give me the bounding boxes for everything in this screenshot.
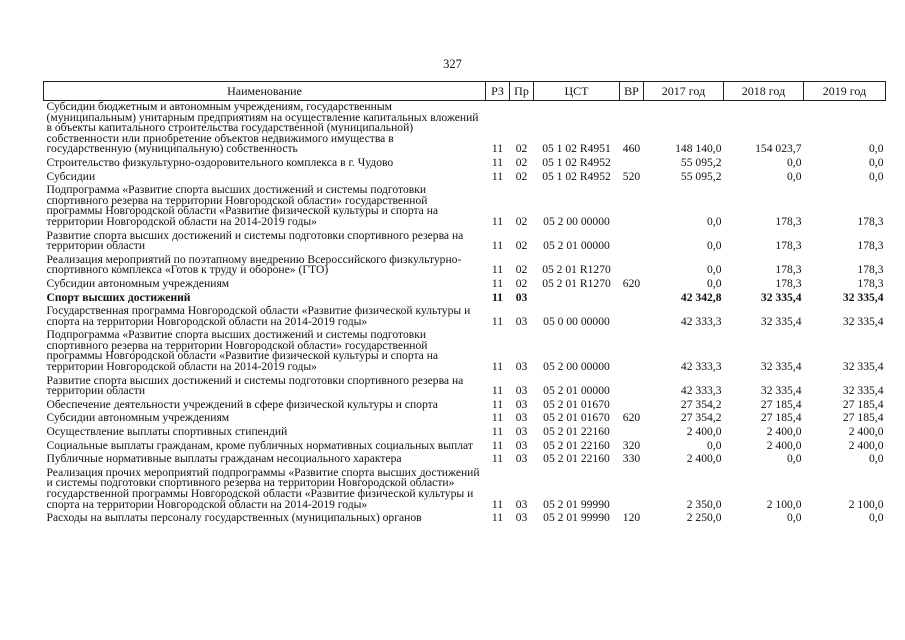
cell-rz: 11 (492, 290, 503, 304)
cell-cst: 05 2 01 00000 (543, 239, 610, 253)
cell-cst: 05 2 01 00000 (543, 384, 610, 398)
cell-2018: 27 185,4 (760, 411, 802, 425)
cell-2019: 178,3 (857, 214, 884, 228)
cell-2018: 2 400,0 (766, 438, 802, 452)
cell-2019: 0,0 (869, 452, 884, 466)
cell-2018: 32 335,4 (760, 314, 802, 328)
cell-rz: 11 (491, 511, 504, 525)
cell-2018: 0,0 (787, 452, 802, 466)
table-row (44, 412, 886, 426)
cell-2018: 154 023,7 (755, 142, 802, 156)
cell-pr: 03 (515, 290, 528, 304)
cell-2018: 178,3 (775, 276, 802, 290)
cell-rz: 11 (491, 155, 504, 169)
header-pr: Пр (510, 82, 534, 101)
cell-cst: 05 2 01 R1270 (542, 276, 611, 290)
header-cst: ЦСТ (534, 82, 620, 101)
cell-pr: 03 (515, 511, 528, 525)
cell-pr: 03 (515, 411, 528, 425)
table-row (44, 329, 886, 374)
cell-rz: 11 (491, 314, 504, 328)
cell-2018: 0,0 (787, 511, 802, 525)
cell-rz: 11 (491, 438, 504, 452)
cell-2018: 0,0 (787, 169, 802, 183)
cell-2018: 178,3 (775, 239, 802, 253)
cell-rz: 11 (491, 384, 504, 398)
cell-2017: 27 354,2 (680, 397, 722, 411)
header-2018: 2018 год (724, 82, 804, 101)
header-2019: 2019 год (804, 82, 886, 101)
page-number: 327 (443, 57, 462, 71)
cell-pr: 02 (515, 155, 528, 169)
cell-vr (620, 375, 644, 399)
cell-vr: 620 (622, 411, 641, 425)
cell-vr (620, 157, 644, 171)
cell-2017: 42 333,3 (680, 314, 722, 328)
cell-2017: 2 400,0 (686, 425, 722, 439)
cell-name: Государственная программа Новгородской области «Развитие физической культуры и спорта на территории Новгородской области на 2014-2019 годы» (46, 304, 471, 328)
cell-2017: 42 333,3 (680, 384, 722, 398)
cell-name: Социальные выплаты гражданам, кроме публичных нормативных социальных выплат (46, 438, 473, 452)
cell-vr (620, 184, 644, 229)
cell-vr (620, 399, 644, 413)
header-row (44, 82, 886, 101)
cell-2018: 178,3 (775, 214, 802, 228)
cell-2019: 32 335,4 (842, 314, 884, 328)
cell-2017: 42 333,3 (680, 360, 722, 374)
cell-vr (620, 329, 644, 374)
cell-2019: 0,0 (869, 169, 884, 183)
cell-pr: 02 (515, 169, 528, 183)
cell-2017: 2 400,0 (686, 452, 722, 466)
cell-pr: 02 (515, 214, 528, 228)
cell-cst: 05 2 01 R1270 (542, 263, 611, 277)
table-row (44, 101, 886, 157)
cell-2019: 2 100,0 (848, 497, 884, 511)
cell-pr: 03 (515, 384, 528, 398)
cell-2017: 55 095,2 (680, 155, 722, 169)
cell-vr: 460 (622, 142, 641, 156)
cell-vr (620, 467, 644, 512)
cell-rz: 11 (491, 142, 504, 156)
cell-2019: 0,0 (869, 142, 884, 156)
cell-rz: 11 (491, 214, 504, 228)
cell-name: Субсидии автономным учреждениям (46, 276, 230, 290)
table-row (44, 512, 886, 526)
cell-2019: 32 335,4 (842, 384, 884, 398)
cell-cst (534, 292, 620, 306)
cell-name: Развитие спорта высших достижений и системы подготовки спортивного резерва на территории области (46, 373, 464, 398)
cell-cst: 05 2 00 00000 (543, 360, 610, 374)
cell-2019: 178,3 (857, 276, 884, 290)
cell-rz: 11 (491, 239, 504, 253)
header-2017: 2017 год (644, 82, 724, 101)
cell-name: Подпрограмма «Развитие спорта высших достижений и системы подготовки спортивного резерва на территории Новгородской области» государственной программы Новгородской области «Развитие физической культуры и спорта на территории Новгородской области на 2014-2019 годы» (46, 183, 439, 228)
cell-rz: 11 (491, 169, 504, 183)
table-row (44, 230, 886, 254)
cell-2018: 32 335,4 (760, 290, 802, 304)
cell-cst: 05 2 01 22160 (543, 438, 610, 452)
cell-name: Субсидии автономным учреждениям (46, 411, 230, 425)
cell-2018: 0,0 (787, 155, 802, 169)
cell-2017: 0,0 (707, 239, 722, 253)
cell-pr: 03 (515, 425, 528, 439)
cell-cst: 05 0 00 00000 (543, 314, 610, 328)
cell-rz: 11 (491, 452, 504, 466)
cell-cst: 05 2 01 22160 (543, 425, 610, 439)
cell-vr (620, 426, 644, 440)
cell-cst: 05 2 01 01670 (543, 411, 610, 425)
cell-name: Строительство физкультурно-оздоровительного комплекса в г. Чудово (46, 155, 394, 169)
cell-vr: 520 (622, 169, 641, 183)
cell-2019: 178,3 (857, 263, 884, 277)
cell-2018: 32 335,4 (760, 384, 802, 398)
cell-2019: 178,3 (857, 239, 884, 253)
cell-2018: 178,3 (775, 263, 802, 277)
cell-pr: 03 (515, 360, 528, 374)
table-row (44, 426, 886, 440)
cell-2018: 2 400,0 (766, 425, 802, 439)
cell-pr: 03 (515, 497, 528, 511)
cell-pr: 02 (515, 142, 528, 156)
cell-rz: 11 (491, 411, 504, 425)
cell-rz: 11 (491, 397, 504, 411)
cell-2017: 2 250,0 (686, 511, 722, 525)
cell-2017: 148 140,0 (675, 142, 722, 156)
cell-name: Развитие спорта высших достижений и системы подготовки спортивного резерва на территории области (46, 228, 464, 253)
table-row (44, 254, 886, 278)
table-row (44, 292, 886, 306)
cell-vr (620, 230, 644, 254)
cell-cst: 05 2 01 99990 (543, 497, 610, 511)
cell-cst: 05 1 02 R4952 (542, 155, 611, 169)
cell-pr: 03 (515, 452, 528, 466)
cell-2019: 32 335,4 (842, 360, 884, 374)
cell-2017: 27 354,2 (680, 411, 722, 425)
table-row (44, 305, 886, 329)
cell-name: Реализация прочих мероприятий подпрограммы «Развитие спорта высших достижений и системы подготовки спортивного резерва на территории Новгородской области» государственной программы Новгородской области «Развитие физической культуры и спорта на территории Новгородской области на 2014-2019 годы» (46, 465, 480, 511)
cell-rz: 11 (491, 497, 504, 511)
cell-rz: 11 (491, 263, 504, 277)
cell-2017: 0,0 (707, 214, 722, 228)
cell-2018: 27 185,4 (760, 397, 802, 411)
cell-name: Субсидии (46, 169, 96, 183)
table-body (44, 101, 886, 526)
cell-name: Обеспечение деятельности учреждений в сфере физической культуры и спорта (46, 397, 438, 411)
cell-pr: 03 (515, 314, 528, 328)
header-rz: РЗ (486, 82, 510, 101)
table-row (44, 278, 886, 292)
cell-2018: 2 100,0 (766, 497, 802, 511)
cell-name: Субсидии бюджетным и автономным учреждениям, государственным (муниципальным) унитарным предприятиям на осуществление капитальных вложений в объекты капитального строительства государственной (муниципальной) собственности или приобретение объектов недвижимого имущества в государственную (муниципальную) собственность (46, 100, 479, 156)
header-vr: ВР (620, 82, 644, 101)
cell-rz: 11 (491, 425, 504, 439)
cell-pr: 03 (515, 397, 528, 411)
budget-table (43, 81, 886, 526)
table-header (44, 82, 886, 101)
cell-2019: 2 400,0 (848, 438, 884, 452)
cell-2017: 42 342,8 (680, 290, 722, 304)
cell-2019: 27 185,4 (842, 411, 884, 425)
cell-vr: 320 (622, 438, 641, 452)
cell-pr: 02 (515, 276, 528, 290)
cell-name: Подпрограмма «Развитие спорта высших достижений и системы подготовки спортивного резерва на территории Новгородской области» государственной программы Новгородской области «Развитие физической культуры и спорта на территории Новгородской области на 2014-2019 годы» (46, 328, 439, 374)
table-row (44, 453, 886, 467)
cell-pr: 02 (515, 263, 528, 277)
cell-name: Спорт высших достижений (46, 290, 191, 304)
cell-name: Расходы на выплаты персоналу государственных (муниципальных) органов (46, 511, 422, 525)
cell-2017: 55 095,2 (680, 169, 722, 183)
table-row (44, 375, 886, 399)
cell-cst: 05 2 00 00000 (543, 214, 610, 228)
cell-vr (620, 254, 644, 278)
cell-2019: 0,0 (869, 155, 884, 169)
cell-cst: 05 1 02 R4951 (542, 142, 611, 156)
cell-vr: 330 (622, 452, 641, 466)
cell-2017: 0,0 (707, 438, 722, 452)
cell-name: Осуществление выплаты спортивных стипендий (46, 425, 288, 439)
cell-cst: 05 1 02 R4952 (542, 169, 611, 183)
cell-cst: 05 2 01 01670 (543, 397, 610, 411)
table-row (44, 157, 886, 171)
cell-vr: 620 (622, 276, 641, 290)
header-name: Наименование (44, 82, 486, 101)
cell-2019: 27 185,4 (842, 397, 884, 411)
cell-pr: 02 (515, 239, 528, 253)
cell-cst: 05 2 01 99990 (543, 511, 610, 525)
cell-2019: 0,0 (869, 511, 884, 525)
table-row (44, 171, 886, 185)
cell-2017: 2 350,0 (686, 497, 722, 511)
cell-rz: 11 (491, 276, 504, 290)
table-row (44, 399, 886, 413)
cell-cst: 05 2 01 22160 (543, 452, 610, 466)
cell-2018: 32 335,4 (760, 360, 802, 374)
cell-vr (620, 305, 644, 329)
table-row (44, 467, 886, 512)
cell-2019: 32 335,4 (842, 290, 884, 304)
table-row (44, 184, 886, 229)
cell-rz: 11 (491, 360, 504, 374)
cell-2019: 2 400,0 (848, 425, 884, 439)
cell-name: Публичные нормативные выплаты гражданам несоциального характера (46, 452, 402, 466)
cell-vr (620, 292, 644, 306)
cell-name: Реализация мероприятий по поэтапному внедрению Всероссийского физкультурно-спортивного комплекса «Готов к труду и обороне» (ГТО) (46, 252, 462, 277)
cell-vr: 120 (622, 511, 641, 525)
table-row (44, 440, 886, 454)
cell-2017: 0,0 (707, 276, 722, 290)
cell-2017: 0,0 (707, 263, 722, 277)
cell-pr: 03 (515, 438, 528, 452)
